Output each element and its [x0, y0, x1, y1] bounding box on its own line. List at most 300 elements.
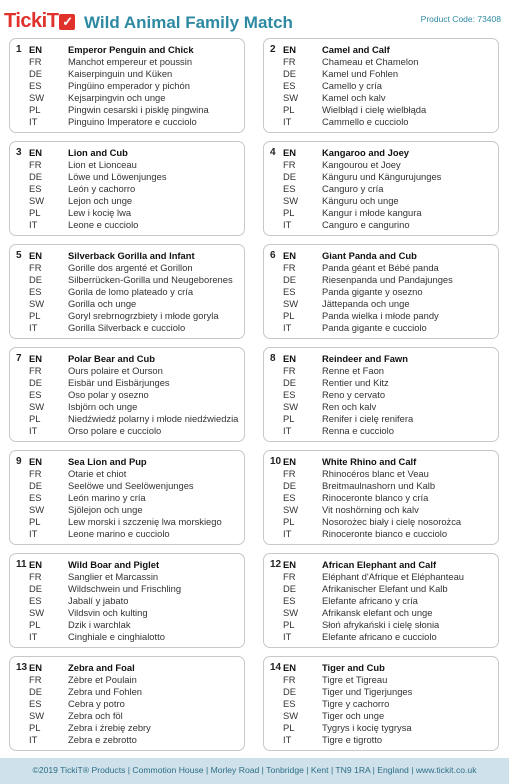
animal-name: Tiger och unge — [322, 710, 385, 721]
animal-name: Zèbre et Poulain — [68, 674, 137, 685]
language-code: ES — [29, 80, 42, 91]
animal-name: Ours polaire et Ourson — [68, 365, 163, 376]
animal-name: Tigre e tigrotto — [322, 734, 383, 745]
language-code: DE — [283, 68, 297, 79]
animal-name: Kangaroo and Joey — [322, 147, 409, 158]
translation-row — [10, 353, 244, 365]
language-code: EN — [283, 353, 297, 364]
language-code: FR — [29, 674, 42, 685]
language-code: EN — [283, 662, 297, 673]
animal-name: Seelöwe und Seelöwenjunges — [68, 480, 194, 491]
translation-row — [10, 171, 244, 183]
language-code: SW — [29, 710, 45, 721]
animal-name: Rinoceronte blanco y cría — [322, 492, 429, 503]
translation-row — [264, 686, 498, 698]
animal-name: Polar Bear and Cub — [68, 353, 155, 364]
match-card — [263, 553, 499, 648]
language-code: SW — [283, 195, 299, 206]
language-code: FR — [29, 159, 42, 170]
translation-row — [264, 607, 498, 619]
match-card — [263, 244, 499, 339]
animal-name: Tiger and Cub — [322, 662, 385, 673]
translation-row — [10, 559, 244, 571]
language-code: DE — [29, 377, 43, 388]
language-code: IT — [283, 528, 292, 539]
animal-name: Rentier und Kitz — [322, 377, 389, 388]
translation-row — [264, 528, 498, 540]
animal-name: Niedźwiedź polarny i młode niedźwiedzia — [68, 413, 239, 424]
match-card — [263, 347, 499, 442]
animal-name: Lew i kocię lwa — [68, 207, 132, 218]
language-code: DE — [283, 686, 297, 697]
card-number: 9 — [16, 456, 22, 467]
translation-row — [10, 480, 244, 492]
translation-row — [10, 504, 244, 516]
card-number: 10 — [270, 456, 282, 467]
translation-row — [264, 219, 498, 231]
language-code: PL — [283, 722, 295, 733]
language-code: FR — [283, 468, 296, 479]
animal-name: Giant Panda and Cub — [322, 250, 417, 261]
match-card — [263, 141, 499, 236]
translation-row — [10, 468, 244, 480]
language-code: SW — [283, 298, 299, 309]
translation-row — [10, 619, 244, 631]
translation-row — [264, 504, 498, 516]
translation-row — [264, 516, 498, 528]
translation-row — [264, 207, 498, 219]
language-code: EN — [283, 250, 297, 261]
language-code: ES — [283, 492, 296, 503]
language-code: EN — [29, 147, 43, 158]
language-code: DE — [283, 583, 297, 594]
animal-name: Kaiserpinguin und Küken — [68, 68, 173, 79]
translation-row — [264, 322, 498, 334]
animal-name: Silberrücken-Gorilla und Neugeborenes — [68, 274, 233, 285]
language-code: IT — [283, 322, 292, 333]
translation-row — [10, 734, 244, 746]
translation-row — [264, 183, 498, 195]
language-code: FR — [283, 56, 296, 67]
language-code: PL — [29, 619, 41, 630]
language-code: DE — [29, 480, 43, 491]
language-code: PL — [29, 104, 41, 115]
translation-row — [10, 159, 244, 171]
language-code: FR — [283, 365, 296, 376]
translation-row — [10, 195, 244, 207]
translation-row — [264, 286, 498, 298]
translation-row — [10, 528, 244, 540]
language-code: EN — [29, 456, 43, 467]
translation-row — [264, 92, 498, 104]
language-code: DE — [283, 274, 297, 285]
tickit-logo — [4, 10, 75, 32]
animal-name: Sjölejon och unge — [68, 504, 143, 515]
language-code: EN — [29, 44, 43, 55]
animal-name: Lion and Cub — [68, 147, 128, 158]
animal-name: Leone marino e cucciolo — [68, 528, 170, 539]
animal-name: Riesenpanda und Pandajunges — [322, 274, 453, 285]
animal-name: León marino y cría — [68, 492, 146, 503]
language-code: ES — [283, 286, 296, 297]
language-code: ES — [29, 286, 42, 297]
language-code: ES — [283, 389, 296, 400]
match-card — [9, 244, 245, 339]
language-code: PL — [283, 413, 295, 424]
card-number: 11 — [16, 559, 27, 570]
translation-row — [10, 722, 244, 734]
translation-row — [264, 595, 498, 607]
product-code: Product Code: 73408 — [420, 14, 501, 24]
animal-name: Canguro y cría — [322, 183, 384, 194]
translation-row — [264, 480, 498, 492]
translation-row — [264, 250, 498, 262]
translation-row — [264, 722, 498, 734]
animal-name: Kamel och kalv — [322, 92, 386, 103]
translation-row — [10, 631, 244, 643]
translation-row — [10, 80, 244, 92]
translation-row — [264, 80, 498, 92]
language-code: EN — [29, 353, 43, 364]
match-card — [9, 141, 245, 236]
card-number: 2 — [270, 44, 276, 55]
match-card — [9, 553, 245, 648]
animal-name: Dzik i warchlak — [68, 619, 131, 630]
translation-row — [10, 68, 244, 80]
translation-row — [264, 389, 498, 401]
translation-row — [264, 559, 498, 571]
translation-row — [264, 492, 498, 504]
language-code: IT — [29, 116, 38, 127]
animal-name: Leone e cucciolo — [68, 219, 139, 230]
animal-name: Renne et Faon — [322, 365, 385, 376]
animal-name: Lion et Lionceau — [68, 159, 137, 170]
animal-name: Emperor Penguin and Chick — [68, 44, 194, 55]
language-code: ES — [283, 80, 296, 91]
translation-row — [264, 401, 498, 413]
language-code: PL — [283, 207, 295, 218]
animal-name: Sanglier et Marcassin — [68, 571, 159, 582]
animal-name: Tigre et Tigreau — [322, 674, 388, 685]
animal-name: Lejon och unge — [68, 195, 133, 206]
translation-row — [264, 44, 498, 56]
animal-name: Orso polare e cucciolo — [68, 425, 162, 436]
animal-name: Zebra e zebrotto — [68, 734, 137, 745]
match-card — [9, 450, 245, 545]
card-number: 12 — [270, 559, 282, 570]
animal-name: Kangourou et Joey — [322, 159, 401, 170]
animal-name: Gorila de lomo plateado y cría — [68, 286, 194, 297]
translation-row — [264, 116, 498, 128]
animal-name: Słoń afrykański i cielę słonia — [322, 619, 440, 630]
animal-name: Pingwin cesarski i pisklę pingwina — [68, 104, 209, 115]
translation-row — [10, 686, 244, 698]
animal-name: Sea Lion and Pup — [68, 456, 147, 467]
translation-row — [10, 456, 244, 468]
translation-row — [10, 322, 244, 334]
translation-row — [264, 365, 498, 377]
animal-name: Zebra och föl — [68, 710, 123, 721]
language-code: PL — [29, 207, 41, 218]
animal-name: White Rhino and Calf — [322, 456, 417, 467]
animal-name: Eléphant d'Afrique et Eléphanteau — [322, 571, 465, 582]
translation-row — [264, 710, 498, 722]
language-code: IT — [283, 631, 292, 642]
card-number: 3 — [16, 147, 22, 158]
translation-row — [264, 195, 498, 207]
language-code: SW — [29, 92, 45, 103]
language-code: EN — [283, 456, 297, 467]
language-code: FR — [283, 262, 296, 273]
animal-name: Pinguino Imperatore e cucciolo — [68, 116, 197, 127]
animal-name: Tiger und Tigerjunges — [322, 686, 413, 697]
translation-row — [10, 401, 244, 413]
translation-row — [10, 250, 244, 262]
translation-row — [10, 571, 244, 583]
animal-name: Elefante africano e cucciolo — [322, 631, 437, 642]
animal-name: African Elephant and Calf — [322, 559, 437, 570]
page-title: Wild Animal Family Match — [84, 13, 293, 32]
language-code: FR — [29, 571, 42, 582]
language-code: EN — [29, 662, 43, 673]
translation-row — [10, 286, 244, 298]
animal-name: Chameau et Chamelon — [322, 56, 419, 67]
logo-text: TickiT — [4, 10, 59, 32]
translation-row — [264, 377, 498, 389]
language-code: EN — [29, 250, 43, 261]
translation-row — [10, 116, 244, 128]
animal-name: Kamel und Fohlen — [322, 68, 399, 79]
animal-name: Kangur i młode kangura — [322, 207, 422, 218]
animal-name: Nosorożec biały i cielę nosorożca — [322, 516, 462, 527]
match-card — [263, 38, 499, 133]
translation-row — [264, 262, 498, 274]
language-code: PL — [283, 310, 295, 321]
card-number: 4 — [270, 147, 276, 158]
animal-name: Afrikanischer Elefant und Kalb — [322, 583, 448, 594]
animal-name: Känguru und Kängurujunges — [322, 171, 442, 182]
checkmark-icon: ✓ — [59, 14, 75, 30]
card-number: 13 — [16, 662, 28, 673]
animal-name: Afrikansk elefant och unge — [322, 607, 433, 618]
animal-name: Wielbłąd i cielę wielbłąda — [322, 104, 427, 115]
translation-row — [10, 92, 244, 104]
translation-row — [264, 147, 498, 159]
animal-name: Pingüino emperador y pichón — [68, 80, 190, 91]
language-code: DE — [29, 274, 43, 285]
translation-row — [264, 698, 498, 710]
animal-name: Camello y cría — [322, 80, 382, 91]
animal-name: Jättepanda och unge — [322, 298, 410, 309]
match-card — [9, 347, 245, 442]
translation-row — [264, 583, 498, 595]
animal-name: Tygrys i kocię tygrysa — [322, 722, 412, 733]
translation-row — [264, 171, 498, 183]
animal-name: Reno y cervato — [322, 389, 386, 400]
translation-row — [10, 389, 244, 401]
card-number: 14 — [270, 662, 282, 673]
language-code: SW — [283, 92, 299, 103]
animal-name: Isbjörn och unge — [68, 401, 138, 412]
animal-name: Löwe und Löwenjunges — [68, 171, 167, 182]
language-code: ES — [29, 492, 42, 503]
language-code: DE — [29, 583, 43, 594]
language-code: IT — [29, 631, 38, 642]
translation-row — [264, 734, 498, 746]
language-code: SW — [29, 607, 45, 618]
language-code: PL — [283, 619, 295, 630]
language-code: IT — [283, 219, 292, 230]
translation-row — [10, 104, 244, 116]
animal-name: Zebra und Fohlen — [68, 686, 143, 697]
animal-name: Canguro e cangurino — [322, 219, 410, 230]
animal-name: Goryl srebrnogrzbiety i młode goryla — [68, 310, 219, 321]
card-number: 1 — [16, 44, 22, 55]
page-footer — [0, 758, 509, 784]
animal-name: Zebra i źrebię zebry — [68, 722, 151, 733]
language-code: FR — [283, 674, 296, 685]
translation-row — [10, 274, 244, 286]
translation-row — [10, 183, 244, 195]
language-code: EN — [283, 559, 297, 570]
translation-row — [10, 377, 244, 389]
language-code: ES — [29, 183, 42, 194]
animal-name: Silverback Gorilla and Infant — [68, 250, 195, 261]
translation-row — [10, 662, 244, 674]
animal-name: Wildschwein und Frischling — [68, 583, 182, 594]
language-code: SW — [283, 401, 299, 412]
match-card — [263, 450, 499, 545]
animal-name: Wild Boar and Piglet — [68, 559, 160, 570]
translation-row — [10, 310, 244, 322]
animal-name: Tigre y cachorro — [322, 698, 390, 709]
language-code: PL — [283, 104, 295, 115]
translation-row — [264, 674, 498, 686]
animal-name: Elefante africano y cría — [322, 595, 418, 606]
translation-row — [10, 710, 244, 722]
translation-row — [10, 262, 244, 274]
animal-name: Panda gigante e cucciolo — [322, 322, 427, 333]
page-header — [0, 0, 509, 34]
language-code: IT — [283, 734, 292, 745]
language-code: DE — [283, 377, 297, 388]
language-code: EN — [283, 44, 297, 55]
translation-row — [10, 56, 244, 68]
animal-name: Gorilla Silverback e cucciolo — [68, 322, 186, 333]
card-number: 6 — [270, 250, 276, 261]
animal-name: Rhinocéros blanc et Veau — [322, 468, 429, 479]
language-code: EN — [29, 559, 43, 570]
animal-name: Cammello e cucciolo — [322, 116, 409, 127]
translation-row — [264, 468, 498, 480]
language-code: FR — [29, 56, 42, 67]
card-number: 8 — [270, 353, 276, 364]
animal-name: León y cachorro — [68, 183, 136, 194]
language-code: SW — [29, 504, 45, 515]
language-code: PL — [29, 310, 41, 321]
translation-row — [10, 674, 244, 686]
animal-name: Lew morski i szczenię lwa morskiego — [68, 516, 222, 527]
animal-name: Gorille dos argenté et Gorillon — [68, 262, 193, 273]
animal-name: Panda géant et Bébé panda — [322, 262, 439, 273]
animal-name: Känguru och unge — [322, 195, 399, 206]
translation-row — [10, 583, 244, 595]
translation-row — [10, 413, 244, 425]
language-code: IT — [29, 528, 38, 539]
translation-row — [264, 56, 498, 68]
footer-text: ©2019 TickiT® Products | Commotion House | Morley Road | Tonbridge | Kent | TN9 1RA | England | www.tickit.co.uk — [32, 765, 477, 775]
animal-name: Otarie et chiot — [68, 468, 127, 479]
language-code: ES — [29, 698, 42, 709]
animal-name: Renifer i cielę renifera — [322, 413, 414, 424]
language-code: ES — [283, 698, 296, 709]
animal-name: Eisbär und Eisbärjunges — [68, 377, 170, 388]
language-code: IT — [29, 734, 38, 745]
animal-name: Cebra y potro — [68, 698, 125, 709]
translation-row — [10, 147, 244, 159]
translation-row — [264, 662, 498, 674]
animal-name: Manchot empereur et poussin — [68, 56, 193, 67]
language-code: EN — [283, 147, 297, 158]
language-code: SW — [283, 504, 299, 515]
language-code: PL — [29, 413, 41, 424]
translation-row — [10, 698, 244, 710]
translation-row — [10, 425, 244, 437]
language-code: FR — [29, 365, 42, 376]
translation-row — [10, 516, 244, 528]
language-code: DE — [29, 68, 43, 79]
language-code: ES — [29, 389, 42, 400]
match-card — [9, 38, 245, 133]
animal-name: Zebra and Foal — [68, 662, 135, 673]
animal-name: Oso polar y osezno — [68, 389, 149, 400]
language-code: ES — [283, 595, 296, 606]
language-code: DE — [29, 686, 43, 697]
language-code: PL — [283, 516, 295, 527]
translation-row — [264, 413, 498, 425]
animal-name: Ren och kalv — [322, 401, 377, 412]
translation-row — [264, 425, 498, 437]
animal-name: Breitmaulnashorn und Kalb — [322, 480, 436, 491]
animal-name: Jabalí y jabato — [68, 595, 129, 606]
translation-row — [264, 619, 498, 631]
animal-name: Gorilla och unge — [68, 298, 137, 309]
language-code: FR — [283, 159, 296, 170]
language-code: FR — [29, 262, 42, 273]
language-code: FR — [283, 571, 296, 582]
animal-name: Panda gigante y osezno — [322, 286, 423, 297]
language-code: FR — [29, 468, 42, 479]
language-code: DE — [29, 171, 43, 182]
animal-name: Vit noshörning och kalv — [322, 504, 419, 515]
language-code: IT — [29, 219, 38, 230]
translation-row — [264, 310, 498, 322]
animal-name: Vildsvin och kulting — [68, 607, 148, 618]
language-code: ES — [283, 183, 296, 194]
translation-row — [10, 298, 244, 310]
card-number: 5 — [16, 250, 22, 261]
translation-row — [10, 44, 244, 56]
translation-row — [10, 595, 244, 607]
animal-name: Cinghiale e cinghialotto — [68, 631, 165, 642]
language-code: SW — [29, 195, 45, 206]
translation-row — [10, 207, 244, 219]
translation-row — [264, 104, 498, 116]
language-code: ES — [29, 595, 42, 606]
language-code: IT — [29, 322, 38, 333]
language-code: IT — [283, 116, 292, 127]
language-code: SW — [29, 401, 45, 412]
